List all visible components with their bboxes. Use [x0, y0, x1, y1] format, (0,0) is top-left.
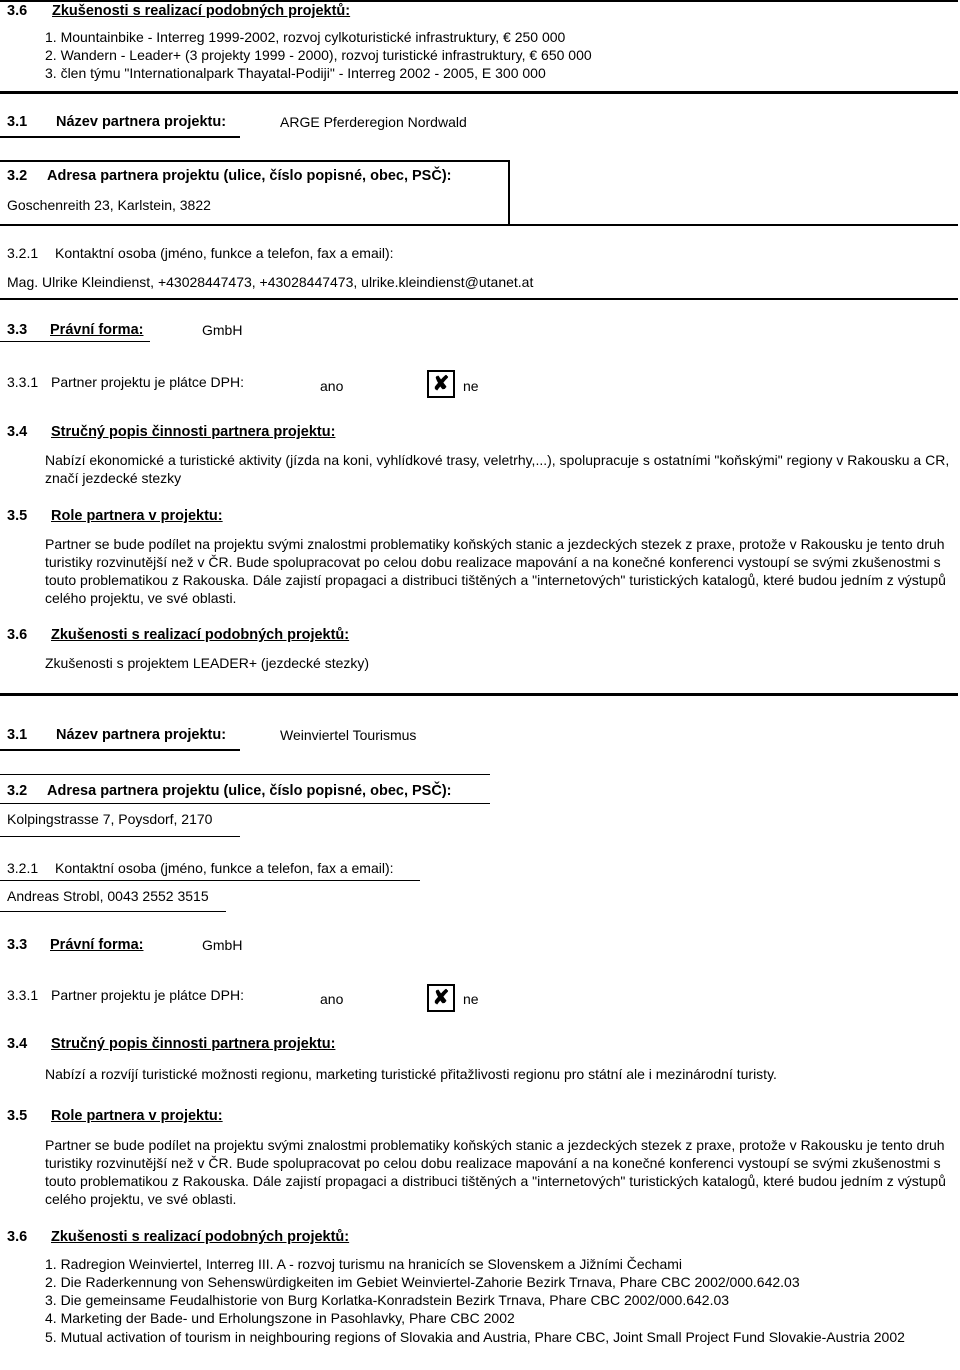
contact-num: 3.2.1	[7, 245, 39, 261]
address-num: 3.2	[7, 168, 28, 184]
address-value: Kolpingstrasse 7, Poysdorf, 2170	[7, 811, 213, 827]
experience-item: 5. Mutual activation of tourism in neighbouring regions of Slovakia and Austria, Phare CBC, Joint Small Project Fund Slovakie-Austria 2002	[45, 1329, 905, 1345]
address-value: Goschenreith 23, Karlstein, 3822	[7, 197, 211, 213]
partner-name-label: Název partnera projektu:	[56, 114, 227, 130]
vat-no-label: ne	[463, 378, 479, 394]
experience-label: Zkušenosti s realizací podobných projektů:	[51, 1229, 350, 1245]
legal-form-underline	[0, 341, 150, 342]
name-underline	[0, 136, 240, 138]
description-label: Stručný popis činnosti partnera projektu:	[51, 1036, 336, 1052]
contact-label: Kontaktní osoba (jméno, funkce a telefon, fax a email):	[55, 245, 394, 261]
contact-value: Andreas Strobl, 0043 2552 3515	[7, 888, 209, 904]
vat-num: 3.3.1	[7, 987, 39, 1003]
experience-label: Zkušenosti s realizací podobných projektů:	[51, 627, 350, 643]
contact-underline	[0, 911, 226, 912]
vat-label: Partner projektu je plátce DPH:	[51, 374, 244, 390]
description-text: Nabízí ekonomické a turistické aktivity (jízda na koni, vyhlídkové trasy, veletrhy,...), spolupracuje s ostatními "koňskými" regiony v Rakousku a CR, značí jezdecké stezky	[45, 452, 950, 486]
role-num: 3.5	[7, 508, 28, 524]
vat-no-checkbox[interactable]: ✘	[427, 984, 455, 1012]
experience-item: 1. Radregion Weinviertel, Interreg III. A - rozvoj turismu na hranicích se Slovenskem a Jižními Čechami	[45, 1256, 683, 1272]
partner-name: Weinviertel Tourismus	[280, 727, 417, 743]
legal-form-value: GmbH	[202, 322, 243, 338]
experience-num: 3.6	[7, 627, 28, 643]
vat-no-label: ne	[463, 991, 479, 1007]
description-num: 3.4	[7, 424, 28, 440]
experience-item: 2. Die Raderkennung von Sehenswürdigkeiten im Gebiet Weinviertel-Zahorie Bezirk Trnava, Phare CBC 2002/000.642.03	[45, 1274, 800, 1290]
name-underline	[0, 749, 240, 751]
address-box-right	[508, 160, 510, 226]
legal-form-num: 3.3	[7, 322, 28, 338]
vat-yes-label: ano	[320, 991, 344, 1007]
address-rule	[0, 803, 490, 804]
address-underline	[0, 836, 240, 837]
role-text: Partner se bude podílet na projektu svými znalostmi problematiky koňských stanic a jezdeckých stezek z praxe, protože v Rakousku je tento druh turistiky rozvinutější než v ČR. Bude spolupracovat po celou dobu realizace mapování a na konečné konferenci vystoupí se svými zkušenostmi s touto problematikou z Rakouska. Dále zajistí propagaci a distribuci tištěných a "internetových" turistických katalogů, které budou jedním z výstupů celého projektu, ve své oblasti.	[45, 1137, 946, 1207]
top-rule	[0, 0, 958, 2]
contact-label: Kontaktní osoba (jméno, funkce a telefon, fax a email):	[55, 860, 394, 876]
partner-name: ARGE Pferderegion Nordwald	[280, 114, 467, 130]
vat-num: 3.3.1	[7, 374, 39, 390]
address-box-bottom	[0, 224, 958, 226]
contact-num: 3.2.1	[7, 860, 39, 876]
description-text: Nabízí a rozvíjí turistické možnosti regionu, marketing turistické přitažlivosti regionu pro státní ale i mezinárodní turisty.	[45, 1066, 777, 1082]
experience-num: 3.6	[7, 1229, 28, 1245]
partner-name-num: 3.1	[7, 727, 28, 743]
legal-form-label: Právní forma:	[50, 937, 144, 953]
top-item: 1. Mountainbike - Interreg 1999-2002, rozvoj cylkoturistické infrastruktury, € 250 000	[45, 29, 566, 45]
experience-item: 4. Marketing der Bade- und Erholungszone in Pasohlavky, Phare CBC 2002	[45, 1310, 515, 1326]
top-heading-num: 3.6	[7, 3, 28, 19]
section-divider	[0, 693, 958, 696]
contact-rule	[0, 880, 420, 881]
role-label: Role partnera v projektu:	[51, 508, 223, 524]
address-num: 3.2	[7, 783, 28, 799]
top-item: 3. člen týmu "Internationalpark Thayatal-Podiji" - Interreg 2002 - 2005, E 300 000	[45, 65, 546, 81]
section-divider	[0, 91, 958, 94]
top-item: 2. Wandern - Leader+ (3 projekty 1999 - 2000), rozvoj turistické infrastruktury, € 650 000	[45, 47, 592, 63]
vat-label: Partner projektu je plátce DPH:	[51, 987, 244, 1003]
contact-value: Mag. Ulrike Kleindienst, +43028447473, +43028447473, ulrike.kleindienst@utanet.at	[7, 274, 534, 290]
vat-yes-label: ano	[320, 378, 344, 394]
address-box-top	[0, 160, 510, 162]
partner-name-label: Název partnera projektu:	[56, 727, 227, 743]
top-heading: Zkušenosti s realizací podobných projektů:	[52, 3, 351, 19]
address-rule-top	[0, 774, 490, 775]
role-text: Partner se bude podílet na projektu svými znalostmi problematiky koňských stanic a jezdeckých stezek z praxe, protože v Rakousku je tento druh turistiky rozvinutější než v ČR. Bude spolupracovat po celou dobu realizace mapování a na konečné konferenci vystoupí se svými zkušenostmi s touto problematikou z Rakouska. Dále zajistí propagaci a distribuci tištěných a "internetových" turistických katalogů, které budou jedním z výstupů celého projektu, ve své oblasti.	[45, 536, 946, 606]
role-num: 3.5	[7, 1108, 28, 1124]
address-label: Adresa partnera projektu (ulice, číslo popisné, obec, PSČ):	[47, 783, 452, 799]
role-label: Role partnera v projektu:	[51, 1108, 223, 1124]
partner-name-num: 3.1	[7, 114, 28, 130]
description-num: 3.4	[7, 1036, 28, 1052]
legal-form-num: 3.3	[7, 937, 28, 953]
legal-form-value: GmbH	[202, 937, 243, 953]
experience-item: 3. Die gemeinsame Feudalhistorie von Burg Korlatka-Konradstein Bezirk Trnava, Phare CBC 2002/000.642.03	[45, 1292, 730, 1308]
address-label: Adresa partnera projektu (ulice, číslo popisné, obec, PSČ):	[47, 168, 452, 184]
legal-form-label: Právní forma:	[50, 322, 144, 338]
description-label: Stručný popis činnosti partnera projektu:	[51, 424, 336, 440]
experience-item: Zkušenosti s projektem LEADER+ (jezdecké stezky)	[45, 655, 370, 671]
contact-rule	[0, 298, 958, 300]
vat-no-checkbox[interactable]: ✘	[427, 370, 455, 398]
